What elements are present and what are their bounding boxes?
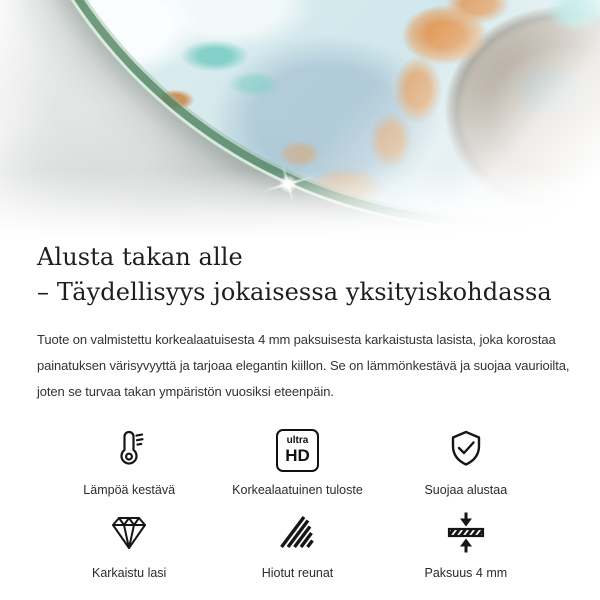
- page-title-line1: Alusta takan alle: [37, 243, 243, 271]
- thickness-icon: [444, 511, 488, 555]
- feature-label: Paksuus 4 mm: [424, 566, 508, 580]
- page-title-line2: – Täydellisyys jokaisessa yksityiskohdassa: [37, 278, 552, 306]
- ultra-hd-icon: [276, 429, 319, 472]
- feature-polished-edges: [213, 509, 381, 580]
- ultra-hd-text-big: HD: [285, 446, 310, 465]
- feature-tempered-glass: [45, 509, 213, 580]
- feature-high-quality-print: [213, 426, 381, 497]
- page-title: [37, 240, 568, 310]
- glass-disc-artwork: [0, 0, 600, 230]
- thermometer-icon: [107, 428, 151, 472]
- product-image: [0, 0, 600, 237]
- feature-label: Hiotut reunat: [261, 566, 334, 580]
- feature-label: Lämpöä kestävä: [83, 483, 176, 497]
- feature-label: Suojaa alustaa: [424, 483, 508, 497]
- product-description-section: [0, 237, 600, 580]
- feature-label: Karkaistu lasi: [91, 566, 167, 580]
- feature-protects-surface: [382, 426, 550, 497]
- feature-thickness: [382, 509, 550, 580]
- polished-edges-icon: [275, 511, 319, 555]
- feature-heat-resistant: [45, 426, 213, 497]
- product-description-text: Tuote on valmistettu korkealaatuisesta 4 mm paksuisesta karkaistusta lasista, joka korostaa painatuksen värisyvyyttä ja tarjoaa elegantin kiillon. Se on lämmönkestävä ja suojaa vaurioilta, joten se turvaa takan ympäristön vuosiksi eteenpäin.: [37, 332, 570, 399]
- shield-check-icon: [444, 428, 488, 472]
- feature-grid: [37, 426, 568, 580]
- feature-label: Korkealaatuinen tuloste: [232, 483, 363, 497]
- diamond-icon: [107, 511, 151, 555]
- ultra-hd-text-small: ultra: [286, 435, 309, 446]
